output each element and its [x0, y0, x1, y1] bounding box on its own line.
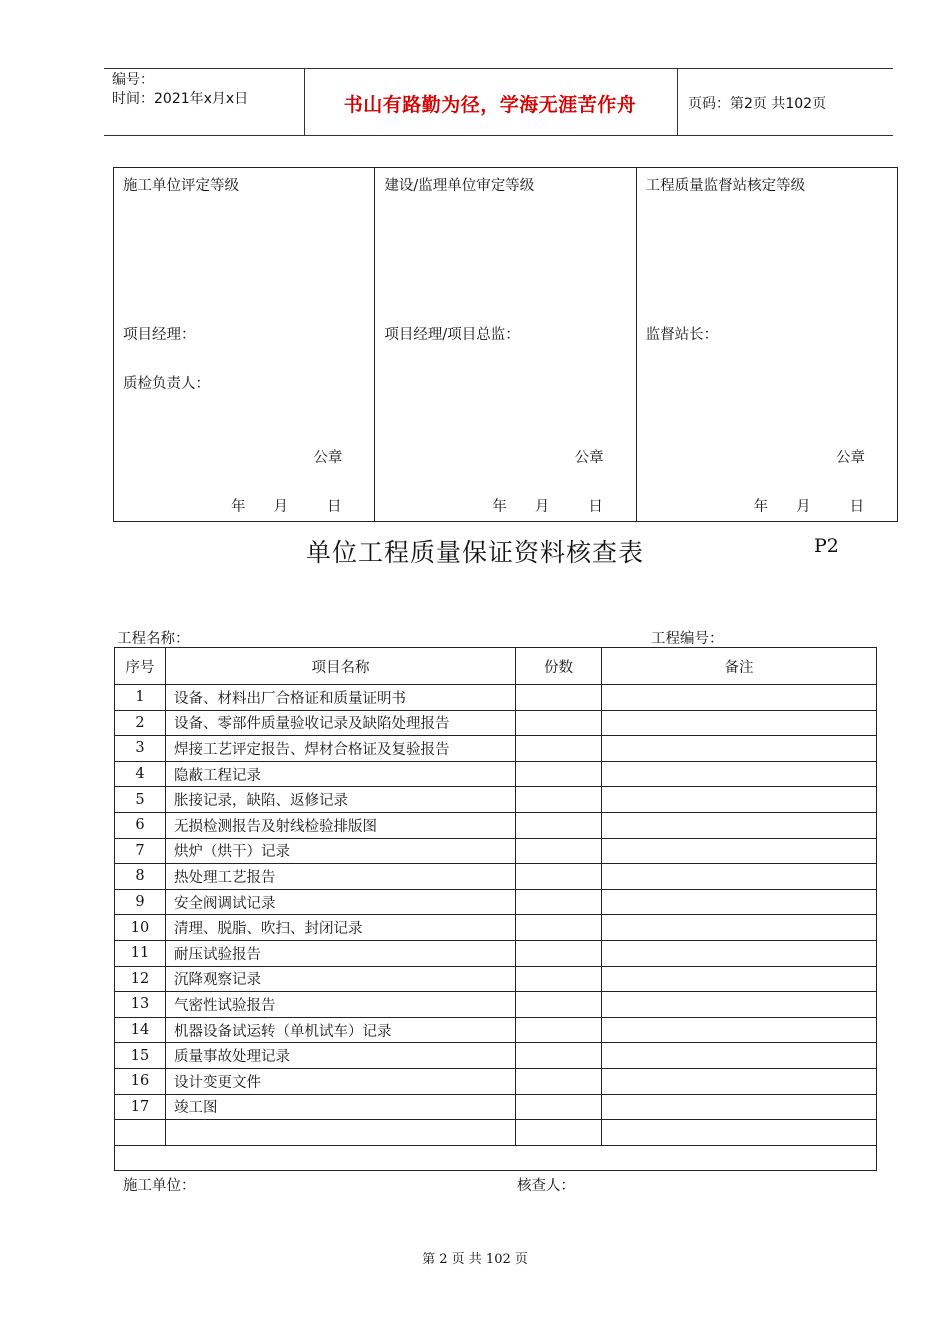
row-count-cell[interactable]	[516, 787, 602, 813]
row-count-cell[interactable]	[516, 710, 602, 736]
year-label: 年	[231, 499, 246, 515]
table-row	[115, 787, 877, 813]
row-count-cell[interactable]	[516, 1043, 602, 1069]
row-count-cell[interactable]	[516, 1120, 602, 1146]
date-line	[754, 495, 865, 516]
row-count-cell[interactable]	[516, 761, 602, 787]
row-number	[115, 1120, 166, 1146]
row-number: 15	[115, 1043, 166, 1069]
date-line	[231, 495, 342, 516]
row-remark-cell[interactable]	[602, 1068, 877, 1094]
row-item-name: 质量事故处理记录	[166, 1043, 516, 1069]
row-item-name: 隐蔽工程记录	[166, 761, 516, 787]
checklist-table	[114, 647, 877, 1194]
row-item-name: 耐压试验报告	[166, 940, 516, 966]
row-count-cell[interactable]	[516, 736, 602, 762]
row-count-cell[interactable]	[516, 1068, 602, 1094]
row-count-cell[interactable]	[516, 685, 602, 711]
row-item-name: 竣工图	[166, 1094, 516, 1120]
signature-cell	[115, 1145, 877, 1194]
row-count-cell[interactable]	[516, 915, 602, 941]
row-number: 14	[115, 1017, 166, 1043]
table-header-row	[115, 648, 877, 685]
header-page-info: 页码：第2页 共102页	[688, 96, 827, 112]
month-label: 月	[273, 499, 288, 515]
row-item-name: 气密性试验报告	[166, 992, 516, 1018]
row-remark-cell[interactable]	[602, 915, 877, 941]
header-bottom-rule	[104, 135, 893, 136]
project-name-label: 工程名称：	[117, 631, 190, 647]
col-header-remark: 备注	[602, 648, 877, 685]
row-item-name: 胀接记录，缺陷、返修记录	[166, 787, 516, 813]
row-count-cell[interactable]	[516, 1094, 602, 1120]
row-item-name: 沉降观察记录	[166, 966, 516, 992]
row-number: 2	[115, 710, 166, 736]
table-row	[115, 736, 877, 762]
signoff-title: 施工单位评定等级	[123, 178, 239, 194]
row-remark-cell[interactable]	[602, 812, 877, 838]
row-number: 6	[115, 812, 166, 838]
construction-unit-label: 施工单位：	[123, 1177, 196, 1194]
date-line	[492, 495, 603, 516]
signoff-title: 建设/监理单位审定等级	[384, 178, 535, 194]
row-item-name: 设备、材料出厂合格证和质量证明书	[166, 685, 516, 711]
row-number: 4	[115, 761, 166, 787]
row-remark-cell[interactable]	[602, 736, 877, 762]
row-count-cell[interactable]	[516, 864, 602, 890]
row-number: 8	[115, 864, 166, 890]
table-row	[115, 1017, 877, 1043]
table-row	[115, 685, 877, 711]
signoff-line: 项目经理：	[123, 327, 196, 343]
row-number: 7	[115, 838, 166, 864]
row-number: 13	[115, 992, 166, 1018]
row-remark-cell[interactable]	[602, 838, 877, 864]
row-number: 3	[115, 736, 166, 762]
day-label: 日	[588, 499, 603, 515]
seal-label: 公章	[835, 450, 865, 466]
table-row	[115, 710, 877, 736]
signoff-quality-station	[637, 168, 897, 521]
header-left	[112, 71, 248, 109]
table-row	[115, 1068, 877, 1094]
row-item-name	[166, 1120, 516, 1146]
month-label: 月	[796, 499, 811, 515]
table-row	[115, 1094, 877, 1120]
row-number: 11	[115, 940, 166, 966]
table-row	[115, 1120, 877, 1146]
row-count-cell[interactable]	[516, 1017, 602, 1043]
col-header-no: 序号	[115, 648, 166, 685]
col-header-name: 项目名称	[166, 648, 516, 685]
row-remark-cell[interactable]	[602, 864, 877, 890]
page-code: P2	[814, 535, 839, 557]
seal-label: 公章	[574, 450, 604, 466]
year-label: 年	[492, 499, 507, 515]
row-item-name: 清理、脱脂、吹扫、封闭记录	[166, 915, 516, 941]
row-count-cell[interactable]	[516, 889, 602, 915]
signoff-line: 项目经理/项目总监：	[384, 327, 520, 343]
row-count-cell[interactable]	[516, 940, 602, 966]
row-item-name: 机器设备试运转（单机试车）记录	[166, 1017, 516, 1043]
row-item-name: 热处理工艺报告	[166, 864, 516, 890]
table-row	[115, 915, 877, 941]
seal-label: 公章	[313, 450, 343, 466]
row-remark-cell[interactable]	[602, 889, 877, 915]
row-remark-cell[interactable]	[602, 761, 877, 787]
row-number: 17	[115, 1094, 166, 1120]
row-item-name: 焊接工艺评定报告、焊材合格证及复验报告	[166, 736, 516, 762]
document-title: 单位工程质量保证资料核查表	[305, 538, 644, 567]
row-number: 12	[115, 966, 166, 992]
day-label: 日	[849, 499, 865, 515]
table-row	[115, 761, 877, 787]
row-remark-cell[interactable]	[602, 966, 877, 992]
signoff-line: 监督站长：	[645, 327, 719, 343]
row-number: 16	[115, 1068, 166, 1094]
project-no-label: 工程编号：	[651, 631, 724, 647]
table-row	[115, 966, 877, 992]
row-number: 9	[115, 889, 166, 915]
header-divider	[677, 68, 678, 136]
table-row	[115, 889, 877, 915]
row-remark-cell[interactable]	[602, 787, 877, 813]
table-row	[115, 838, 877, 864]
table-row	[115, 1043, 877, 1069]
row-remark-cell[interactable]	[602, 1094, 877, 1120]
row-remark-cell[interactable]	[602, 685, 877, 711]
table-row	[115, 992, 877, 1018]
row-remark-cell[interactable]	[602, 710, 877, 736]
row-count-cell[interactable]	[516, 966, 602, 992]
row-number: 1	[115, 685, 166, 711]
table-row	[115, 864, 877, 890]
year-label: 年	[753, 499, 769, 515]
signoff-title: 工程质量监督站核定等级	[645, 178, 806, 194]
row-remark-cell[interactable]	[602, 1120, 877, 1146]
page-footer: 第 2 页 共 102 页	[422, 1252, 528, 1267]
row-item-name: 无损检测报告及射线检验排版图	[166, 812, 516, 838]
table-footer-row	[115, 1145, 877, 1171]
row-remark-cell[interactable]	[602, 1043, 877, 1069]
row-item-name: 设备、零部件质量验收记录及缺陷处理报告	[166, 710, 516, 736]
signoff-supervision	[375, 168, 636, 521]
day-label: 日	[327, 499, 342, 515]
row-remark-cell[interactable]	[602, 1017, 877, 1043]
signoff-construction	[114, 168, 375, 521]
header-top-rule	[104, 68, 893, 69]
header-motto: 书山有路勤为径，学海无涯苦作舟	[343, 94, 637, 116]
serial-label: 编号：	[112, 72, 154, 88]
row-count-cell[interactable]	[516, 812, 602, 838]
row-number: 5	[115, 787, 166, 813]
row-item-name: 烘炉（烘干）记录	[166, 838, 516, 864]
month-label: 月	[534, 499, 550, 515]
row-item-name: 安全阀调试记录	[166, 889, 516, 915]
row-item-name: 设计变更文件	[166, 1068, 516, 1094]
table-row	[115, 812, 877, 838]
signoff-table	[113, 167, 898, 522]
signoff-line: 质检负责人：	[123, 376, 210, 392]
row-remark-cell[interactable]	[602, 992, 877, 1018]
table-row	[115, 940, 877, 966]
row-remark-cell[interactable]	[602, 940, 877, 966]
inspector-label: 核查人：	[517, 1177, 575, 1194]
col-header-count: 份数	[516, 648, 602, 685]
row-count-cell[interactable]	[516, 838, 602, 864]
row-count-cell[interactable]	[516, 992, 602, 1018]
row-number: 10	[115, 915, 166, 941]
time-label: 时间：2021年x月x日	[112, 91, 249, 107]
